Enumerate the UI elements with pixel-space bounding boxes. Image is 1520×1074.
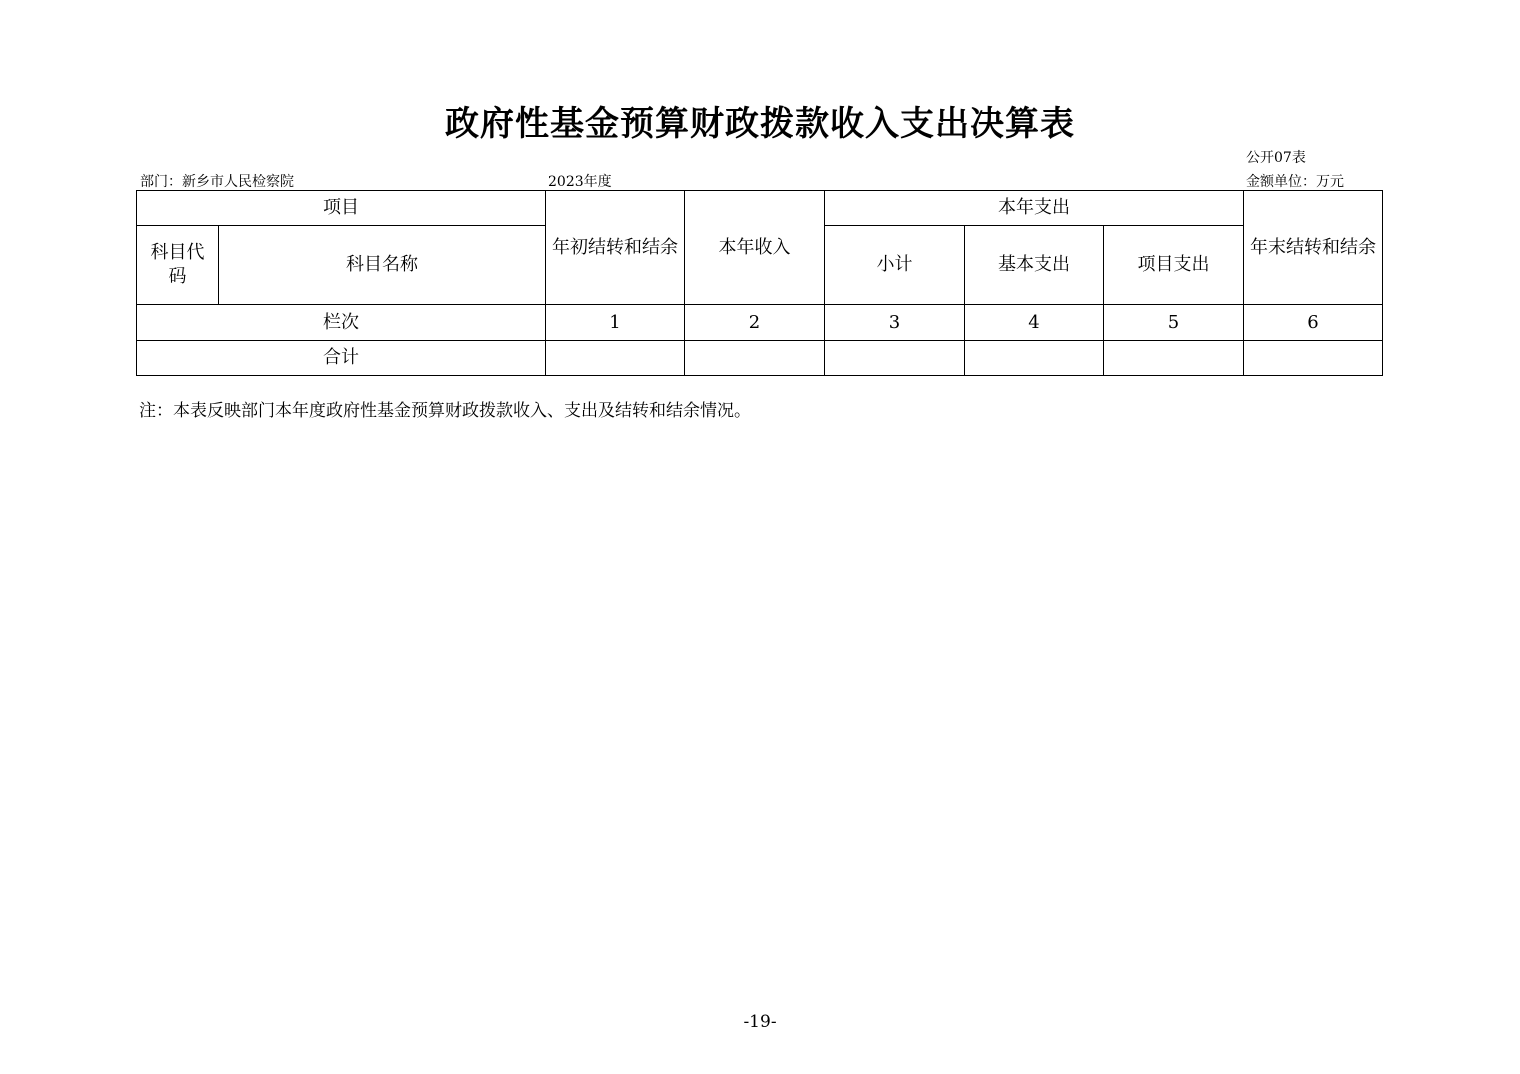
column-index-cell: 2 — [685, 305, 825, 341]
header-current-expenditure: 本年支出 — [825, 191, 1244, 226]
table-note: 注：本表反映部门本年度政府性基金预算财政拨款收入、支出及结转和结余情况。 — [139, 401, 751, 421]
header-basic-expenditure: 基本支出 — [965, 226, 1104, 305]
total-cell — [685, 341, 825, 376]
column-index-cell: 3 — [825, 305, 965, 341]
header-subject-code: 科目代码 — [137, 226, 219, 305]
budget-table — [136, 190, 1383, 376]
total-cell — [1104, 341, 1244, 376]
column-index-cell: 1 — [546, 305, 685, 341]
page-title: 政府性基金预算财政拨款收入支出决算表 — [445, 104, 1075, 144]
total-cell — [965, 341, 1104, 376]
total-label: 合计 — [137, 341, 546, 376]
amount-unit: 金额单位：万元 — [1246, 174, 1344, 190]
page-number: -19- — [743, 1012, 777, 1032]
total-row — [137, 341, 1383, 376]
column-index-cell: 5 — [1104, 305, 1244, 341]
column-index-cell: 6 — [1244, 305, 1383, 341]
total-cell — [1244, 341, 1383, 376]
fiscal-year: 2023年度 — [548, 174, 612, 190]
department-label: 部门：新乡市人民检察院 — [140, 174, 294, 190]
column-index-label: 栏次 — [137, 305, 546, 341]
column-index-cell: 4 — [965, 305, 1104, 341]
header-current-income: 本年收入 — [685, 191, 825, 305]
header-subject-name: 科目名称 — [219, 226, 546, 305]
form-number: 公开07表 — [1246, 150, 1306, 166]
header-project-expenditure: 项目支出 — [1104, 226, 1244, 305]
header-item: 项目 — [137, 191, 546, 226]
header-subtotal: 小计 — [825, 226, 965, 305]
total-cell — [825, 341, 965, 376]
column-index-row — [137, 305, 1383, 341]
header-ending-balance: 年末结转和结余 — [1244, 191, 1383, 305]
total-cell — [546, 341, 685, 376]
header-row-1 — [137, 191, 1383, 226]
header-beginning-balance: 年初结转和结余 — [546, 191, 685, 305]
